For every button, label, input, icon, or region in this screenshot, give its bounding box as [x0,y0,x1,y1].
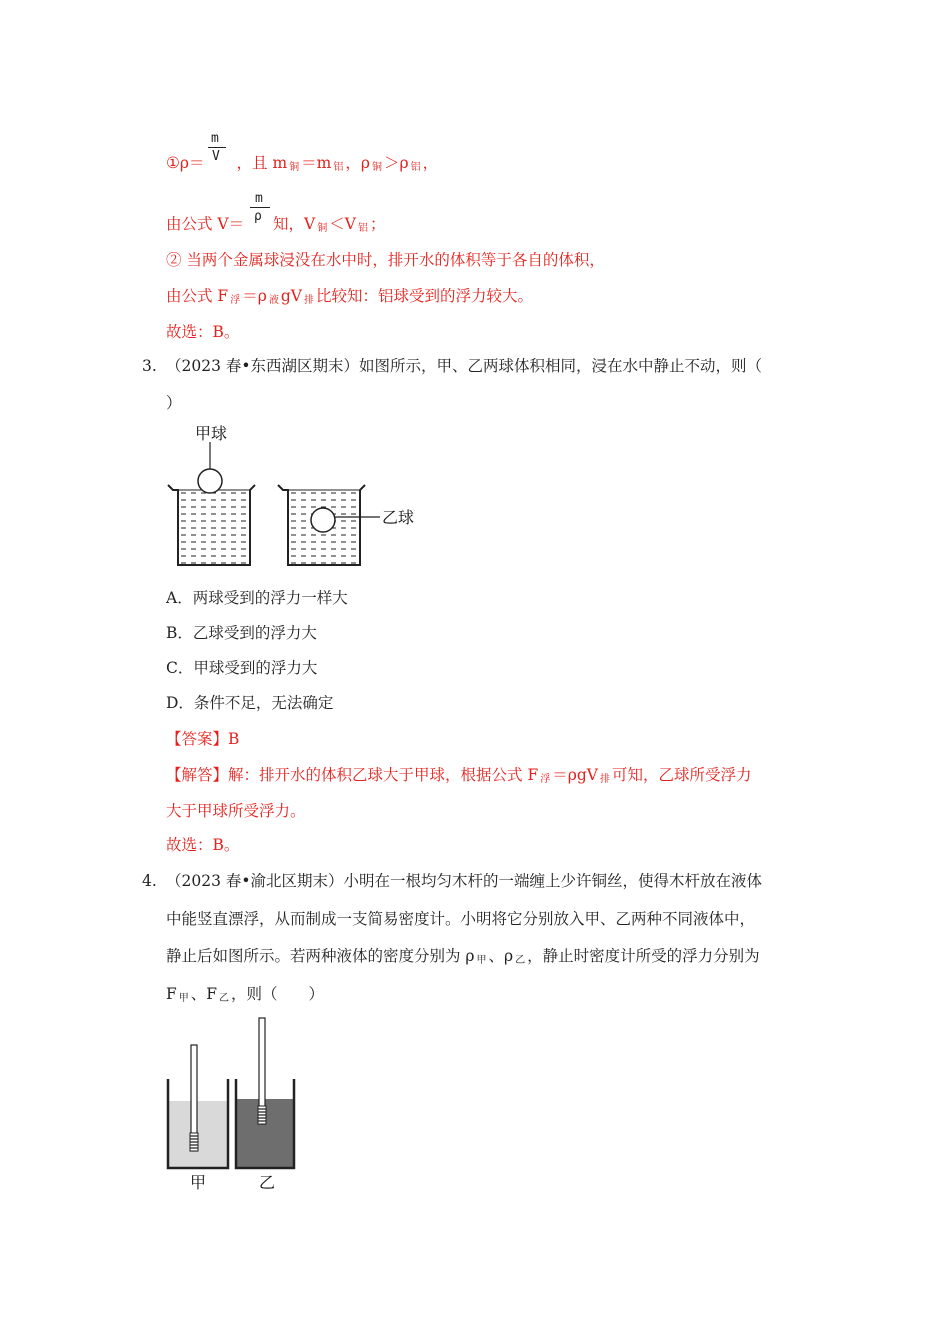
label-ball-a: 甲球 [195,424,228,443]
solution-conclusion: 故选：B。 [166,323,240,341]
label-container-a: 甲 [190,1173,207,1192]
question-number: 3. [142,357,157,375]
solution-line-4: 由公式 F $_浮$ ＝ρ $_液$ gV $_排$ 比较知：铝球受到的浮力较大。 [166,287,533,306]
answer-line: 【答案】B [166,730,240,748]
option-b: B．乙球受到的浮力大 [166,624,317,642]
label-container-b: 乙 [259,1173,276,1192]
question-stem: （2023 春•渝北区期末）小明在一根均匀木杆的一端缠上少许铜丝，使得木杆放在液体 [166,872,763,890]
analysis-line-2: 大于甲球所受浮力。 [166,802,306,820]
fraction-denominator: V [212,149,220,164]
question-stem: ） [166,394,182,412]
fraction-numerator: m [255,191,263,206]
fraction-numerator: m [211,131,219,146]
fraction-bar [208,147,226,148]
beakers-balls-figure [160,420,420,570]
question-stem: 静止后如图所示。若两种液体的密度分别为 ρ $_甲$ 、ρ $_乙$ ，静止时密度计所受的浮力分别为 [166,947,760,966]
fraction-denominator: ρ [254,209,262,224]
question-number: 4. [142,872,157,890]
option-a: A．两球受到的浮力一样大 [166,589,348,607]
question-stem: 中能竖直漂浮，从而制成一支简易密度计。小明将它分别放入甲、乙两种不同液体中， [166,910,756,928]
option-d: D．条件不足，无法确定 [166,694,334,712]
analysis-line-1: 【解答】解：排开水的体积乙球大于甲球，根据公式 F $_浮$ ＝ρgV $_排$ 可知，乙球所受浮力 [166,766,752,785]
solution-line-3: ② 当两个金属球浸没在水中时，排开水的体积等于各自的体积， [166,251,605,269]
hydrometer-figure [160,1015,300,1195]
question-stem: F $_甲$ 、F $_乙$ ，则（ ） [166,985,325,1004]
label-ball-b: 乙球 [382,508,415,527]
option-c: C．甲球受到的浮力大 [166,659,318,677]
solution-line-1: ①ρ＝ ，且 m $_铜$ ＝m $_铝$ ，ρ $_铜$ ＞ρ $_铝$ ， [166,154,439,173]
solution-line-2: 由公式 V＝ 知，V $_铜$ ＜V $_铝$ ； [166,215,386,234]
question-stem: （2023 春•东西湖区期末）如图所示，甲、乙两球体积相同，浸在水中静止不动，则（ [166,357,763,375]
fraction-bar [250,207,270,208]
conclusion-line: 故选：B。 [166,836,240,854]
